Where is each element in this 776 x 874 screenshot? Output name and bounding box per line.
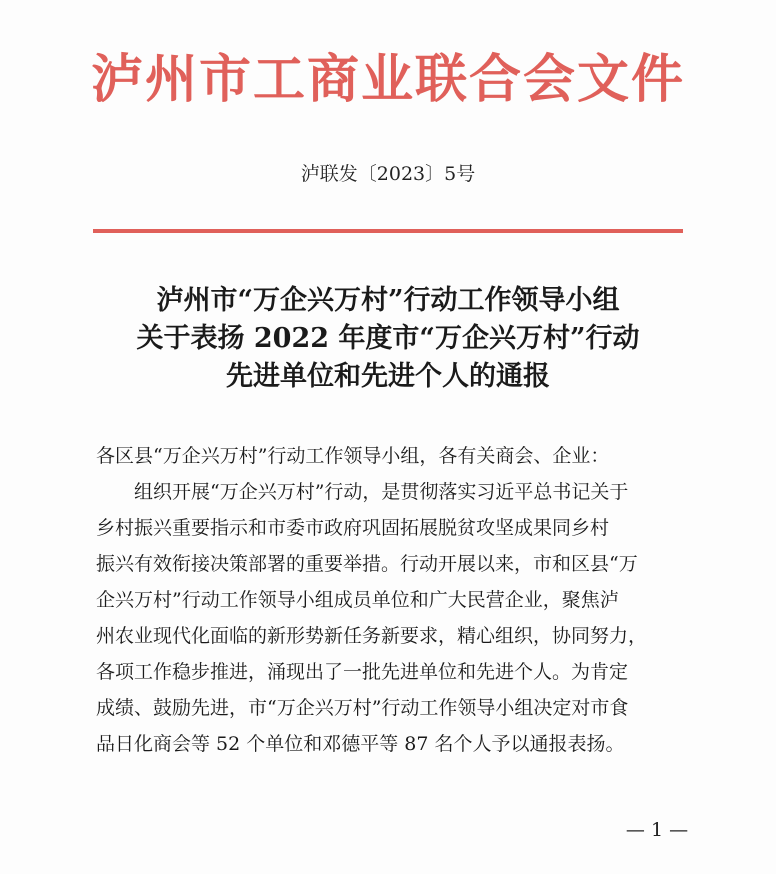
document-body xyxy=(96,438,696,762)
body-line-6: 各项工作稳步推进，涌现出了一批先进单位和先进个人。为肯定 xyxy=(96,661,629,683)
header-divider-line xyxy=(93,229,683,233)
body-line-4: 企兴万村”行动工作领导小组成员单位和广大民营企业，聚焦泸 xyxy=(96,589,619,611)
document-title xyxy=(60,282,716,396)
page-number: — 1 — xyxy=(625,819,689,841)
body-line-2: 乡村振兴重要指示和市委市政府巩固拓展脱贫攻坚成果同乡村 xyxy=(96,517,610,539)
document-header-title: 泸州市工商业联合会文件 xyxy=(90,49,685,110)
title-line-1: 泸州市“万企兴万村”行动工作领导小组 xyxy=(156,285,620,316)
body-line-1: 组织开展“万企兴万村”行动，是贯彻落实习近平总书记关于 xyxy=(134,481,629,503)
body-line-7: 成绩、鼓励先进，市“万企兴万村”行动工作领导小组决定对市食 xyxy=(96,697,629,719)
title-line-2: 关于表扬 2022 年度市“万企兴万村”行动 xyxy=(136,323,640,354)
title-line-3: 先进单位和先进个人的通报 xyxy=(226,361,550,392)
document-number: 泸联发〔2023〕5号 xyxy=(300,163,476,185)
body-line-8: 品日化商会等 52 个单位和邓德平等 87 名个人予以通报表扬。 xyxy=(96,733,625,755)
body-line-3: 振兴有效衔接决策部署的重要举措。行动开展以来，市和区县“万 xyxy=(96,553,638,575)
salutation: 各区县“万企兴万村”行动工作领导小组，各有关商会、企业： xyxy=(96,445,610,467)
body-line-5: 州农业现代化面临的新形势新任务新要求，精心组织，协同努力， xyxy=(96,625,648,647)
